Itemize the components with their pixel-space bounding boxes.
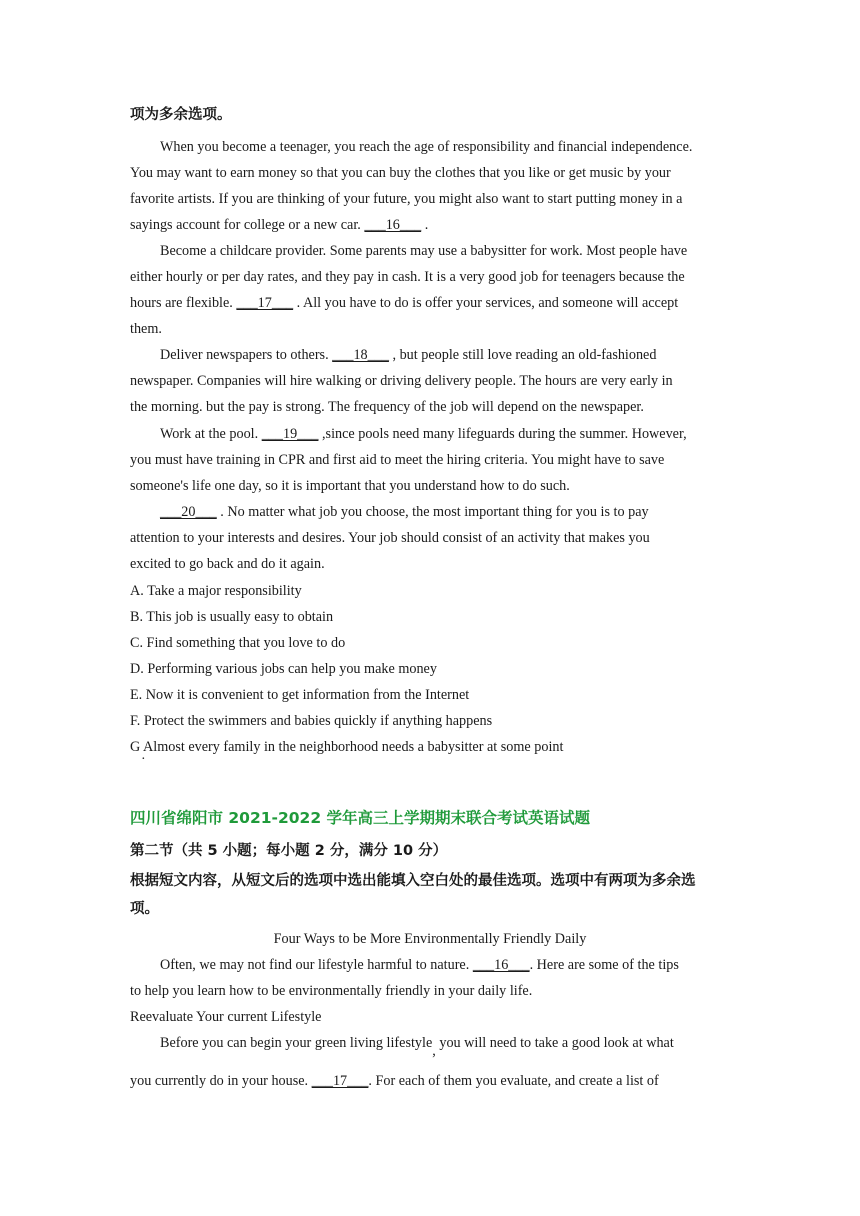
text-span: . Here are some of the tips [529, 957, 679, 973]
paragraph-line [160, 1033, 674, 1059]
paragraph-line: newspaper. Companies will hire walking or driving delivery people. The hours are very early in [130, 373, 673, 389]
paragraph-line: excited to go back and do it again. [130, 556, 325, 572]
blank-19: ___19___ [261, 426, 319, 442]
blank-20: ___20___ [160, 504, 217, 520]
text-span: , but people still love reading an old-fashioned [388, 347, 657, 363]
paragraph-line: either hourly or per day rates, and they pay in cash. It is a very good job for teenagers because the [130, 269, 685, 285]
text-span: sayings account for college or a new car. [130, 217, 365, 233]
blank-16: ___16___ [472, 957, 530, 973]
text-span: Before you can begin your green living lifestyle [160, 1035, 433, 1051]
blank-16: ___16___ [364, 217, 422, 233]
source-title: 四川省绵阳市 2021-2022 学年高三上学期期末联合考试英语试题 [130, 809, 591, 827]
paragraph-line: favorite artists. If you are thinking of your future, you might also want to start putting money in a [130, 191, 683, 207]
paragraph-line: someone's life one day, so it is important that you understand how to do such. [130, 478, 570, 494]
raised-comma: , [432, 1043, 436, 1059]
text-span: Often, we may not find our lifestyle harmful to nature. [160, 957, 473, 973]
paragraph-line: them. [130, 321, 162, 337]
paragraph-line: When you become a teenager, you reach the age of responsibility and financial independence. [160, 139, 693, 155]
text-span: . For each of them you evaluate, and create a list of [368, 1073, 659, 1089]
paragraph-line [160, 345, 656, 365]
blank-17: ___17___ [236, 295, 294, 311]
option-f: F. Protect the swimmers and babies quickly if anything happens [130, 713, 493, 729]
paragraph-line: the morning. but the pay is strong. The frequency of the job will depend on the newspaper. [130, 399, 644, 415]
option-a: A. Take a major responsibility [130, 583, 302, 599]
paragraph-line: You may want to earn money so that you can buy the clothes that you like or get music by your [130, 165, 671, 181]
option-b: B. This job is usually easy to obtain [130, 609, 334, 625]
paragraph-line [130, 293, 678, 313]
option-c: C. Find something that you love to do [130, 635, 346, 651]
paragraph-line: Become a childcare provider. Some parents may use a babysitter for work. Most people have [160, 243, 688, 259]
paragraph-line [160, 502, 649, 522]
paragraph-line [160, 955, 679, 975]
text-span: you will need to take a good look at what [435, 1035, 674, 1051]
option-e: E. Now it is convenient to get information from the Internet [130, 687, 470, 703]
option-d: D. Performing various jobs can help you make money [130, 661, 437, 677]
passage-title: Four Ways to be More Environmentally Friendly Daily [273, 931, 587, 947]
paragraph-line: you must have training in CPR and first aid to meet the hiring criteria. You might have to save [130, 452, 665, 468]
paragraph-line [130, 1071, 659, 1091]
section-header: 第二节（共 5 小题；每小题 2 分，满分 10 分） [130, 843, 448, 859]
paragraph-line: to help you learn how to be environmentally friendly in your daily life. [130, 983, 533, 999]
option-g: G Almost every family in the neighborhood needs a babysitter at some point [130, 739, 564, 755]
text-span: Work at the pool. [160, 426, 262, 442]
blank-17: ___17___ [311, 1073, 369, 1089]
instruction-line: 项。 [130, 901, 159, 917]
stray-dot: · [141, 752, 146, 767]
text-span: Deliver newspapers to others. [160, 347, 333, 363]
paragraph-line [160, 424, 687, 444]
text-span: . No matter what job you choose, the most important thing for you is to pay [216, 504, 649, 520]
text-span: . All you have to do is offer your services, and someone will accept [293, 295, 679, 311]
paragraph-line [130, 215, 428, 235]
text-span: ,since pools need many lifeguards during the summer. However, [318, 426, 687, 442]
instruction-line: 根据短文内容，从短文后的选项中选出能填入空白处的最佳选项。选项中有两项为多余选 [130, 873, 696, 889]
blank-18: ___18___ [332, 347, 389, 363]
text-span: hours are flexible. [130, 295, 237, 311]
instruction-tail: 项为多余选项。 [130, 107, 232, 123]
subheading: Reevaluate Your current Lifestyle [130, 1009, 322, 1025]
text-span: you currently do in your house. [130, 1073, 312, 1089]
paragraph-line: attention to your interests and desires. Your job should consist of an activity that makes you [130, 530, 650, 546]
text-span: . [421, 217, 429, 233]
